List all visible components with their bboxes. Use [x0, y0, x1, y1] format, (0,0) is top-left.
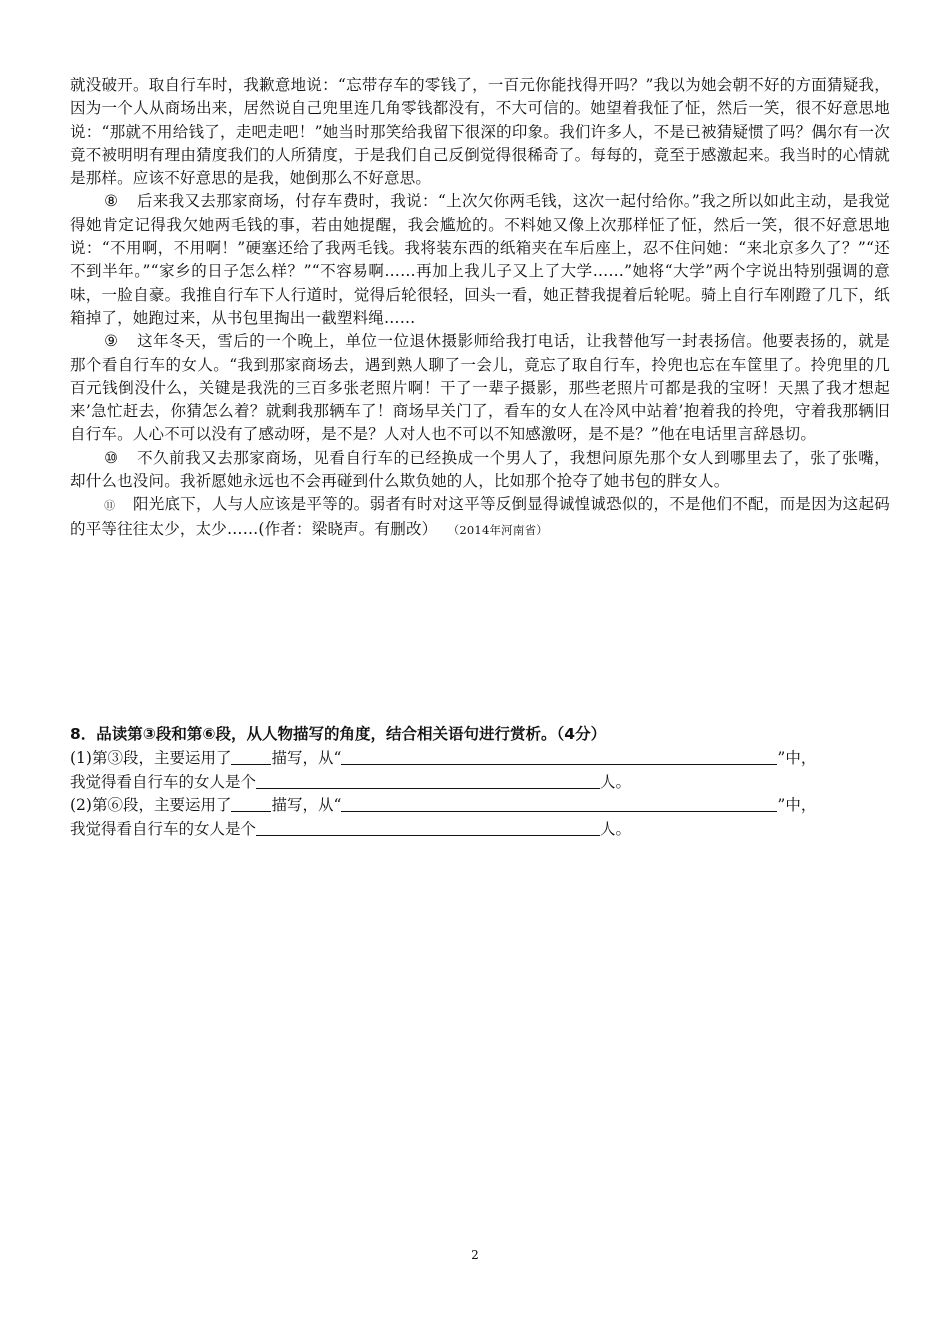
prompt-text: 人。 — [600, 819, 632, 838]
question-title: 8．品读第③段和第⑥段，从人物描写的角度，结合相关语句进行赏析。（4分） — [70, 725, 607, 743]
paragraph-number: ⑨ — [104, 332, 119, 351]
page-number: 2 — [471, 1248, 479, 1262]
reading-passage — [70, 74, 890, 542]
paragraph-text: 阳光底下，人与人应该是平等的。弱者有时对这平等反倒显得诚惶诚恐似的，不是他们不配，而是因为这起码的平等往往太少，太少……(作者：梁晓声。有删改） — [70, 495, 890, 538]
prompt-text: 我觉得看自行车的女人是个 — [70, 819, 257, 838]
prompt-text: 人。 — [600, 772, 632, 791]
paragraph-9 — [70, 330, 890, 446]
answer-blank-quote-1[interactable] — [341, 748, 777, 765]
paragraph-8 — [70, 190, 890, 330]
paragraph-number: ⑪ — [104, 499, 116, 513]
prompt-text: (1)第③段，主要运用了 — [70, 749, 232, 767]
paragraph-text: 不久前我又去那家商场，见看自行车的已经换成一个男人了，我想问原先那个女人到哪里去了，张了张嘴，却什么也没问。我祈愿她永远也不会再碰到什么欺负她的人，比如那个抢夺了她书包的胖女人。 — [70, 448, 890, 491]
question-8 — [70, 723, 890, 841]
question-line-1 — [70, 747, 890, 771]
prompt-text: ”中， — [777, 796, 817, 814]
prompt-text: 描写，从“ — [271, 749, 342, 767]
answer-blank-character-1[interactable] — [256, 772, 600, 789]
answer-blank-character-2[interactable] — [256, 819, 600, 836]
paragraph-11 — [70, 493, 890, 542]
question-line-2 — [70, 771, 890, 795]
paragraph-continued: 就没破开。取自行车时，我歉意地说：“忘带存车的零钱了，一百元你能找得开吗？”我以为她会朝不好的方面猜疑我，因为一个人从商场出来，居然说自己兜里连几角零钱都没有，不大可信的。她望着我怔了怔，然后一笑，很不好意思地说：“那就不用给钱了，走吧走吧！”她当时那笑给我留下很深的印象。我们许多人，不是已被猜疑惯了吗？偶尔有一次竟不被明明有理由猜度我们的人所猜度，于是我们自己反倒觉得很稀奇了。每每的，竟至于感激起来。我当时的心情就是那样。应该不好意思的是我，她倒那么不好意思。 — [70, 76, 890, 188]
prompt-text: ”中， — [777, 749, 817, 767]
source-note: （2014年河南省） — [453, 522, 548, 537]
answer-blank-technique-2[interactable] — [231, 795, 271, 812]
question-line-3 — [70, 794, 890, 818]
answer-blank-technique-1[interactable] — [231, 748, 271, 765]
question-line-4 — [70, 818, 890, 842]
answer-blank-quote-2[interactable] — [341, 795, 777, 812]
prompt-text: 我觉得看自行车的女人是个 — [70, 772, 257, 791]
paragraph-number: ⑧ — [104, 192, 119, 211]
paragraph-text: 后来我又去那家商场，付存车费时，我说：“上次欠你两毛钱，这次一起付给你。”我之所以如此主动，是我觉得她肯定记得我欠她两毛钱的事，若由她提醒，我会尴尬的。不料她又像上次那样怔了怔，然后一笑，很不好意思地说：“不用啊，不用啊！”硬塞还给了我两毛钱。我将装东西的纸箱夹在车后座上，忍不住问她：“来北京多久了？”“还不到半年。”“家乡的日子怎么样？”“不容易啊……再加上我儿子又上了大学……”她将“大学”两个字说出特别强调的意味，一脸自豪。我推自行车下人行道时，觉得后轮很轻，回头一看，她正替我提着后轮呢。骑上自行车刚蹬了几下，纸箱掉了，她跑过来，从书包里掏出一截塑料绳…… — [70, 192, 890, 327]
paragraph-number: ⑩ — [104, 448, 119, 467]
prompt-text: 描写，从“ — [271, 796, 342, 814]
paragraph-10 — [70, 447, 890, 494]
paragraph-text: 这年冬天，雪后的一个晚上，单位一位退休摄影师给我打电话，让我替他写一封表扬信。他要表扬的，就是那个看自行车的女人。“我到那家商场去，遇到熟人聊了一会儿，竟忘了取自行车，拎兜也忘在车筐里了。拎兜里的几百元钱倒没什么，关键是我洗的三百多张老照片啊！干了一辈子摄影，那些老照片可都是我的宝呀！天黑了我才想起来’急忙赶去，你猜怎么着？就剩我那辆车了！商场早关门了，看车的女人在冷风中站着’抱着我的拎兜，守着我那辆旧自行车。人心不可以没有了感动呀，是不是？人对人也不可以不知感激呀，是不是？”他在电话里言辞恳切。 — [70, 332, 890, 444]
prompt-text: (2)第⑥段，主要运用了 — [70, 796, 232, 814]
